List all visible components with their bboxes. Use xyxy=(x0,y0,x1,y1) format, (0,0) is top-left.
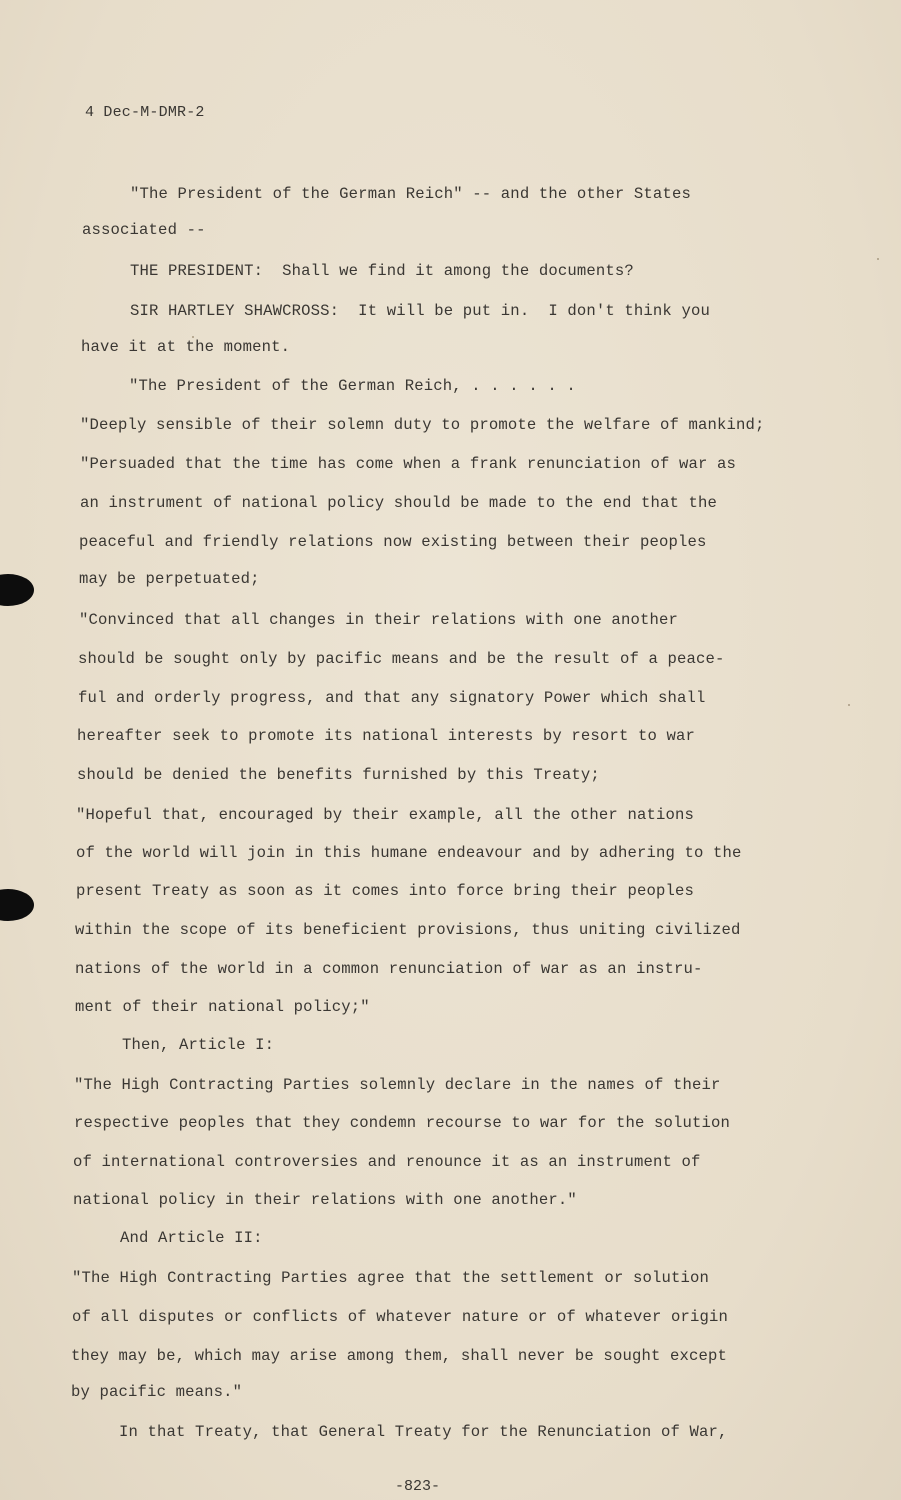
document-reference: 4 Dec-M-DMR-2 xyxy=(85,104,205,121)
text-line: peaceful and friendly relations now existing between their peoples xyxy=(79,533,707,551)
text-line: SIR HARTLEY SHAWCROSS: It will be put in. I don't think you xyxy=(130,302,710,320)
text-line: THE PRESIDENT: Shall we find it among the documents? xyxy=(130,262,634,280)
text-line: ment of their national policy;" xyxy=(75,998,370,1016)
text-line: should be denied the benefits furnished by this Treaty; xyxy=(77,766,600,784)
text-line: "Deeply sensible of their solemn duty to promote the welfare of mankind; xyxy=(80,416,765,434)
text-line: hereafter seek to promote its national interests by resort to war xyxy=(77,727,696,745)
text-line: nations of the world in a common renunciation of war as an instru- xyxy=(75,960,703,978)
text-line: In that Treaty, that General Treaty for the Renunciation of War, xyxy=(119,1423,728,1441)
text-line: "Persuaded that the time has come when a frank renunciation of war as xyxy=(80,455,737,473)
text-line: respective peoples that they condemn recourse to war for the solution xyxy=(74,1114,731,1132)
text-line: should be sought only by pacific means and be the result of a peace- xyxy=(78,650,725,668)
paper-speck xyxy=(848,704,850,706)
text-line: "Convinced that all changes in their relations with one another xyxy=(79,611,678,629)
text-line: national policy in their relations with one another." xyxy=(73,1191,577,1209)
text-line: And Article II: xyxy=(120,1229,263,1247)
text-line: they may be, which may arise among them, shall never be sought except xyxy=(71,1347,728,1365)
text-line: an instrument of national policy should be made to the end that the xyxy=(80,494,718,512)
text-line: associated -- xyxy=(82,221,206,239)
punch-hole xyxy=(0,574,34,606)
text-line: Then, Article I: xyxy=(122,1036,275,1054)
text-line: ful and orderly progress, and that any signatory Power which shall xyxy=(78,689,706,707)
text-line: by pacific means." xyxy=(71,1383,243,1401)
text-line: "The High Contracting Parties agree that the settlement or solution xyxy=(72,1269,710,1287)
text-line: of international controversies and renounce it as an instrument of xyxy=(73,1153,701,1171)
text-line: within the scope of its beneficient provisions, thus uniting civilized xyxy=(75,921,741,939)
punch-hole xyxy=(0,889,34,921)
text-line: "Hopeful that, encouraged by their example, all the other nations xyxy=(76,806,695,824)
text-line: of all disputes or conflicts of whatever nature or of whatever origin xyxy=(72,1308,729,1326)
paper-speck xyxy=(877,258,879,260)
text-line: may be perpetuated; xyxy=(79,570,260,588)
text-line: "The President of the German Reich" -- and the other States xyxy=(130,185,691,203)
text-line: present Treaty as soon as it comes into force bring their peoples xyxy=(76,882,695,900)
page-number: -823- xyxy=(395,1478,441,1495)
text-line: "The High Contracting Parties solemnly declare in the names of their xyxy=(74,1076,721,1094)
text-line: have it at the moment. xyxy=(81,338,291,356)
text-line: "The President of the German Reich, . . . . . . xyxy=(129,377,576,395)
text-line: of the world will join in this humane endeavour and by adhering to the xyxy=(76,844,742,862)
